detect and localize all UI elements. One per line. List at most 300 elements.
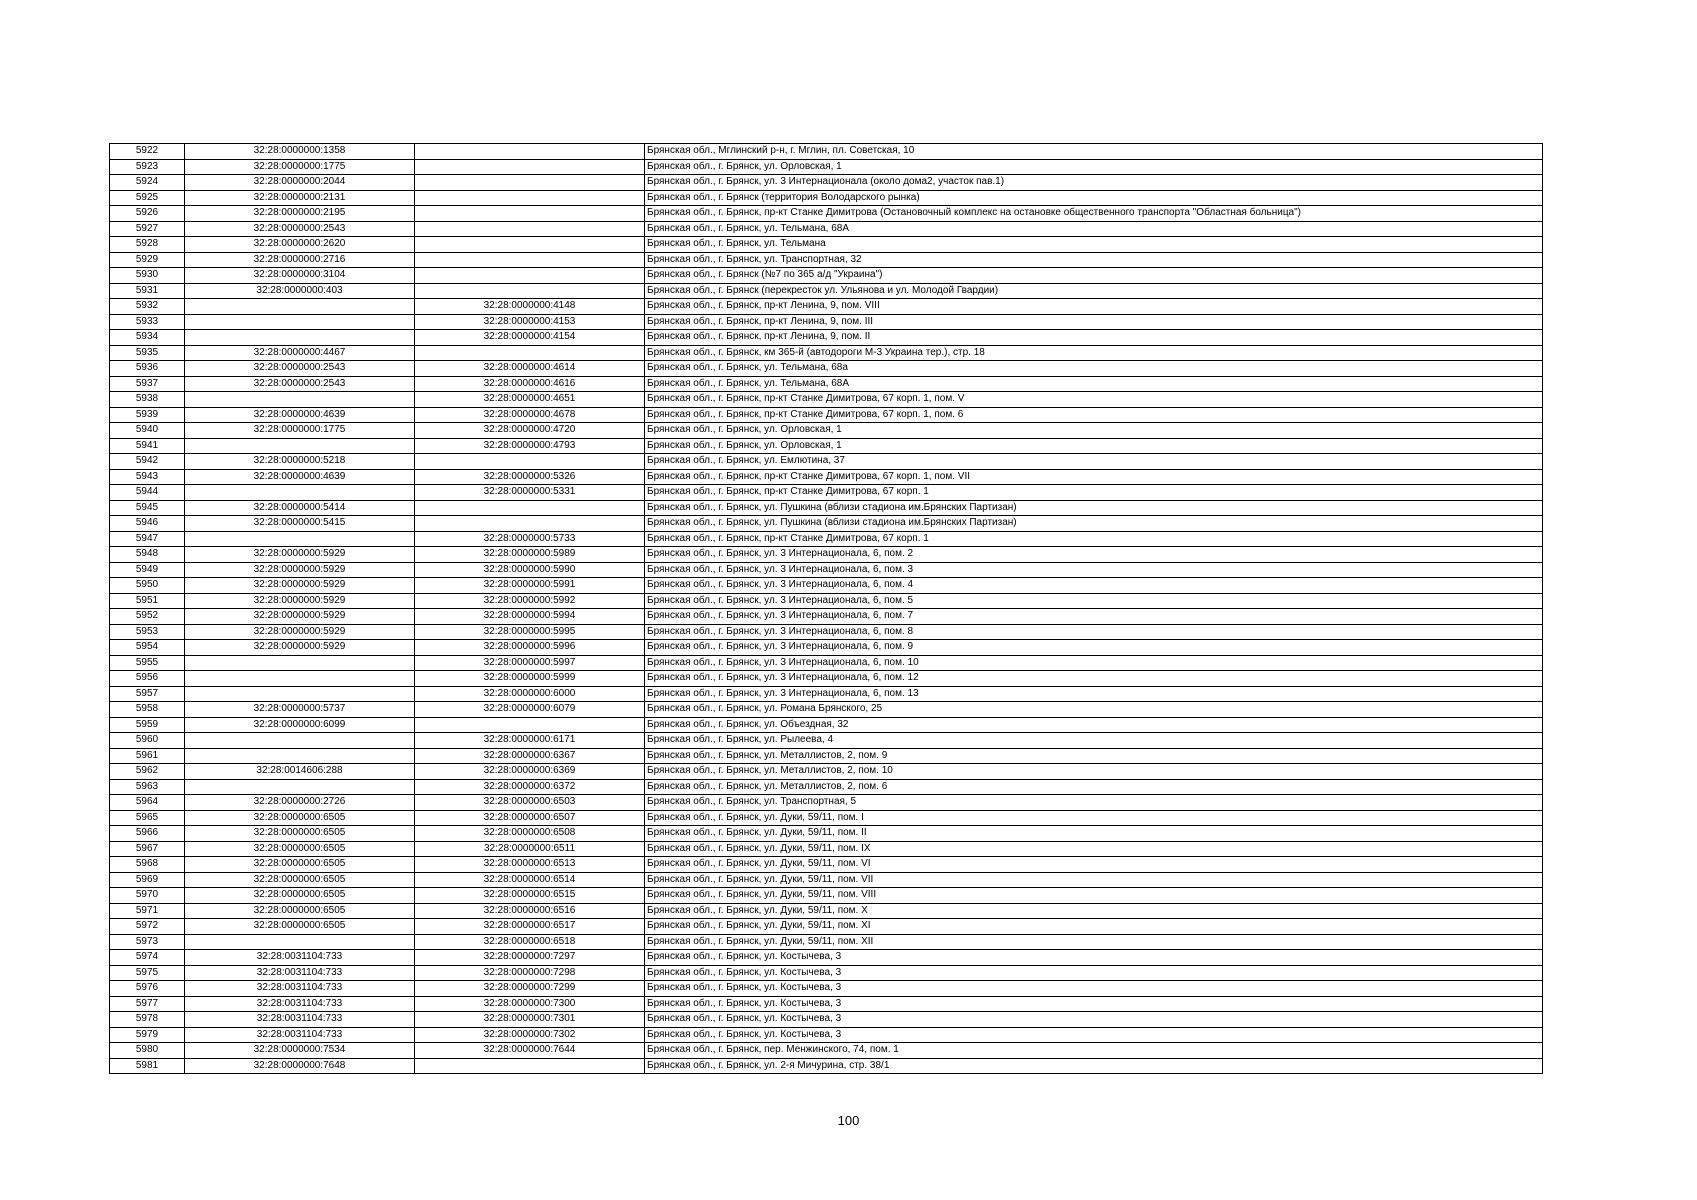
row-number-cell: 5964 [110,795,185,811]
row-number-cell: 5925 [110,190,185,206]
object-cadastral-number-cell: 32:28:0000000:4720 [415,423,645,439]
object-cadastral-number-cell: 32:28:0000000:4616 [415,376,645,392]
object-cadastral-number-cell: 32:28:0000000:4651 [415,392,645,408]
address-cell: Брянская обл., г. Брянск, пр-кт Ленина, 9, пом. III [645,314,1543,330]
address-cell: Брянская обл., г. Брянск, ул. Металлистов, 2, пом. 6 [645,779,1543,795]
cadastral-number-cell: 32:28:0000000:5929 [185,562,415,578]
row-number-cell: 5940 [110,423,185,439]
row-number-cell: 5960 [110,733,185,749]
address-cell: Брянская обл., г. Брянск, ул. Костычева, 3 [645,950,1543,966]
address-cell: Брянская обл., г. Брянск, ул. Дуки, 59/11, пом. II [645,826,1543,842]
row-number-cell: 5974 [110,950,185,966]
table-row [110,950,1543,966]
object-cadastral-number-cell: 32:28:0000000:6079 [415,702,645,718]
object-cadastral-number-cell: 32:28:0000000:5331 [415,485,645,501]
object-cadastral-number-cell [415,221,645,237]
object-cadastral-number-cell: 32:28:0000000:7300 [415,996,645,1012]
object-cadastral-number-cell [415,190,645,206]
cadastral-number-cell: 32:28:0000000:6505 [185,903,415,919]
address-cell: Брянская обл., г. Брянск, ул. Емлютина, 37 [645,454,1543,470]
object-cadastral-number-cell: 32:28:0000000:5996 [415,640,645,656]
row-number-cell: 5931 [110,283,185,299]
cadastral-number-cell: 32:28:0031104:733 [185,996,415,1012]
row-number-cell: 5969 [110,872,185,888]
cadastral-number-cell: 32:28:0000000:2620 [185,237,415,253]
row-number-cell: 5954 [110,640,185,656]
address-cell: Брянская обл., г. Брянск, ул. Костычева, 3 [645,1012,1543,1028]
table-row [110,671,1543,687]
address-cell: Брянская обл., г. Брянск, пр-кт Станке Димитрова, 67 корп. 1, пом. 6 [645,407,1543,423]
address-cell: Брянская обл., г. Брянск, ул. 3 Интернационала, 6, пом. 12 [645,671,1543,687]
object-cadastral-number-cell [415,175,645,191]
row-number-cell: 5944 [110,485,185,501]
row-number-cell: 5933 [110,314,185,330]
address-cell: Брянская обл., г. Брянск, ул. Романа Брянского, 25 [645,702,1543,718]
table-row [110,299,1543,315]
cadastral-number-cell [185,531,415,547]
cadastral-number-cell [185,655,415,671]
row-number-cell: 5938 [110,392,185,408]
cadastral-number-cell [185,671,415,687]
table-row [110,733,1543,749]
table-row [110,578,1543,594]
object-cadastral-number-cell: 32:28:0000000:6511 [415,841,645,857]
address-cell: Брянская обл., г. Брянск, ул. 3 Интернационала, 6, пом. 7 [645,609,1543,625]
cadastral-number-cell: 32:28:0000000:2726 [185,795,415,811]
table-row [110,190,1543,206]
object-cadastral-number-cell: 32:28:0000000:5326 [415,469,645,485]
object-cadastral-number-cell [415,144,645,160]
object-cadastral-number-cell: 32:28:0000000:5990 [415,562,645,578]
row-number-cell: 5975 [110,965,185,981]
table-row [110,748,1543,764]
cadastral-number-cell: 32:28:0000000:5929 [185,578,415,594]
table-row [110,206,1543,222]
row-number-cell: 5966 [110,826,185,842]
cadastral-number-cell: 32:28:0031104:733 [185,981,415,997]
object-cadastral-number-cell: 32:28:0000000:6367 [415,748,645,764]
row-number-cell: 5976 [110,981,185,997]
cadastral-number-cell: 32:28:0000000:6505 [185,872,415,888]
table-row [110,144,1543,160]
address-cell: Брянская обл., г. Брянск, км 365-й (автодороги М-3 Украина тер.), стр. 18 [645,345,1543,361]
row-number-cell: 5967 [110,841,185,857]
row-number-cell: 5977 [110,996,185,1012]
table-row [110,872,1543,888]
table-row [110,857,1543,873]
table-row [110,221,1543,237]
table-row [110,1027,1543,1043]
row-number-cell: 5947 [110,531,185,547]
table-row [110,283,1543,299]
object-cadastral-number-cell: 32:28:0000000:5997 [415,655,645,671]
object-cadastral-number-cell: 32:28:0000000:5991 [415,578,645,594]
table-row [110,965,1543,981]
row-number-cell: 5943 [110,469,185,485]
row-number-cell: 5937 [110,376,185,392]
table-row [110,717,1543,733]
address-cell: Брянская обл., г. Брянск, ул. Металлистов, 2, пом. 9 [645,748,1543,764]
row-number-cell: 5981 [110,1058,185,1074]
address-cell: Брянская обл., г. Брянск, ул. Костычева, 3 [645,1027,1543,1043]
address-cell: Брянская обл., г. Брянск, ул. Дуки, 59/11, пом. VII [645,872,1543,888]
object-cadastral-number-cell [415,454,645,470]
object-cadastral-number-cell [415,237,645,253]
cadastral-number-cell [185,314,415,330]
table-row [110,485,1543,501]
cadastral-number-cell: 32:28:0000000:5218 [185,454,415,470]
object-cadastral-number-cell [415,206,645,222]
table-row [110,1058,1543,1074]
address-cell: Брянская обл., г. Брянск, пер. Менжинского, 74, пом. 1 [645,1043,1543,1059]
object-cadastral-number-cell: 32:28:0000000:6508 [415,826,645,842]
address-cell: Брянская обл., г. Брянск, пр-кт Ленина, 9, пом. VIII [645,299,1543,315]
table-row [110,702,1543,718]
table-row [110,841,1543,857]
table-row [110,609,1543,625]
row-number-cell: 5935 [110,345,185,361]
object-cadastral-number-cell: 32:28:0000000:7301 [415,1012,645,1028]
row-number-cell: 5945 [110,500,185,516]
row-number-cell: 5956 [110,671,185,687]
row-number-cell: 5951 [110,593,185,609]
object-cadastral-number-cell: 32:28:0000000:4154 [415,330,645,346]
address-cell: Брянская обл., г. Брянск, ул. 3 Интернационала, 6, пом. 5 [645,593,1543,609]
address-cell: Брянская обл., г. Брянск, ул. Пушкина (вблизи стадиона им.Брянских Партизан) [645,500,1543,516]
cadastral-number-cell: 32:28:0000000:5414 [185,500,415,516]
row-number-cell: 5939 [110,407,185,423]
address-cell: Брянская обл., г. Брянск, ул. 3 Интернационала, 6, пом. 8 [645,624,1543,640]
address-cell: Брянская обл., г. Брянск, ул. 2-я Мичурина, стр. 38/1 [645,1058,1543,1074]
address-cell: Брянская обл., г. Брянск, ул. 3 Интернационала, 6, пом. 9 [645,640,1543,656]
address-cell: Брянская обл., г. Брянск, ул. Костычева, 3 [645,996,1543,1012]
row-number-cell: 5970 [110,888,185,904]
row-number-cell: 5973 [110,934,185,950]
cadastral-number-cell: 32:28:0000000:3104 [185,268,415,284]
cadastral-number-cell: 32:28:0031104:733 [185,965,415,981]
address-cell: Брянская обл., г. Брянск, ул. 3 Интернационала, 6, пом. 3 [645,562,1543,578]
object-cadastral-number-cell [415,283,645,299]
object-cadastral-number-cell: 32:28:0000000:4793 [415,438,645,454]
row-number-cell: 5928 [110,237,185,253]
address-cell: Брянская обл., г. Брянск, ул. Тельмана, 68А [645,221,1543,237]
address-cell: Брянская обл., г. Брянск, пр-кт Станке Димитрова, 67 корп. 1, пом. V [645,392,1543,408]
object-cadastral-number-cell [415,1058,645,1074]
address-cell: Брянская обл., г. Брянск, пр-кт Станке Димитрова (Остановочный комплекс на остановке общественного транспорта "Областная больница") [645,206,1543,222]
table-row [110,500,1543,516]
row-number-cell: 5953 [110,624,185,640]
cadastral-number-cell: 32:28:0031104:733 [185,1027,415,1043]
cadastral-number-cell: 32:28:0000000:2195 [185,206,415,222]
table-row [110,361,1543,377]
object-cadastral-number-cell: 32:28:0000000:6517 [415,919,645,935]
cadastral-number-cell: 32:28:0000000:6505 [185,888,415,904]
cadastral-number-cell: 32:28:0000000:6505 [185,857,415,873]
table-row [110,810,1543,826]
row-number-cell: 5948 [110,547,185,563]
row-number-cell: 5936 [110,361,185,377]
address-cell: Брянская обл., г. Брянск, пр-кт Станке Димитрова, 67 корп. 1 [645,485,1543,501]
row-number-cell: 5950 [110,578,185,594]
cadastral-number-cell: 32:28:0000000:403 [185,283,415,299]
address-cell: Брянская обл., г. Брянск, ул. Транспортная, 32 [645,252,1543,268]
cadastral-number-cell: 32:28:0031104:733 [185,1012,415,1028]
table-row [110,919,1543,935]
object-cadastral-number-cell: 32:28:0000000:6171 [415,733,645,749]
row-number-cell: 5962 [110,764,185,780]
table-row [110,640,1543,656]
row-number-cell: 5958 [110,702,185,718]
row-number-cell: 5972 [110,919,185,935]
address-cell: Брянская обл., г. Брянск, ул. 3 Интернационала, 6, пом. 10 [645,655,1543,671]
row-number-cell: 5927 [110,221,185,237]
cadastral-number-cell: 32:28:0000000:1358 [185,144,415,160]
row-number-cell: 5980 [110,1043,185,1059]
table-body [110,144,1543,1074]
address-cell: Брянская обл., г. Брянск, ул. Орловская, 1 [645,423,1543,439]
table-row [110,330,1543,346]
address-cell: Брянская обл., г. Брянск, ул. 3 Интернационала (около дома2, участок пав.1) [645,175,1543,191]
cadastral-number-cell: 32:28:0000000:4639 [185,469,415,485]
object-cadastral-number-cell: 32:28:0000000:4148 [415,299,645,315]
table-row [110,981,1543,997]
cadastral-number-cell: 32:28:0000000:1775 [185,159,415,175]
table-row [110,376,1543,392]
object-cadastral-number-cell: 32:28:0000000:7302 [415,1027,645,1043]
object-cadastral-number-cell: 32:28:0000000:7297 [415,950,645,966]
table-row [110,345,1543,361]
row-number-cell: 5952 [110,609,185,625]
cadastral-number-cell: 32:28:0000000:6505 [185,841,415,857]
cadastral-number-cell: 32:28:0000000:2131 [185,190,415,206]
table-row [110,996,1543,1012]
object-cadastral-number-cell: 32:28:0000000:6515 [415,888,645,904]
row-number-cell: 5942 [110,454,185,470]
row-number-cell: 5955 [110,655,185,671]
table-row [110,1043,1543,1059]
table-row [110,764,1543,780]
object-cadastral-number-cell: 32:28:0000000:6514 [415,872,645,888]
object-cadastral-number-cell [415,500,645,516]
object-cadastral-number-cell: 32:28:0000000:6369 [415,764,645,780]
address-cell: Брянская обл., г. Брянск, ул. Металлистов, 2, пом. 10 [645,764,1543,780]
object-cadastral-number-cell: 32:28:0000000:4678 [415,407,645,423]
object-cadastral-number-cell [415,252,645,268]
address-cell: Брянская обл., г. Брянск, ул. Объездная, 32 [645,717,1543,733]
object-cadastral-number-cell: 32:28:0000000:6372 [415,779,645,795]
table-row [110,454,1543,470]
cadastral-number-cell: 32:28:0000000:5929 [185,609,415,625]
address-cell: Брянская обл., г. Брянск, ул. 3 Интернационала, 6, пом. 4 [645,578,1543,594]
row-number-cell: 5959 [110,717,185,733]
address-cell: Брянская обл., г. Брянск, ул. Дуки, 59/11, пом. I [645,810,1543,826]
object-cadastral-number-cell: 32:28:0000000:7644 [415,1043,645,1059]
object-cadastral-number-cell [415,159,645,175]
table-row [110,779,1543,795]
table-row [110,934,1543,950]
object-cadastral-number-cell: 32:28:0000000:5733 [415,531,645,547]
cadastral-number-cell: 32:28:0000000:7648 [185,1058,415,1074]
address-cell: Брянская обл., г. Брянск, ул. 3 Интернационала, 6, пом. 2 [645,547,1543,563]
object-cadastral-number-cell [415,268,645,284]
cadastral-number-cell: 32:28:0000000:1775 [185,423,415,439]
cadastral-number-cell: 32:28:0000000:2543 [185,221,415,237]
cadastral-number-cell: 32:28:0014606:288 [185,764,415,780]
address-cell: Брянская обл., г. Брянск, ул. Рылеева, 4 [645,733,1543,749]
address-cell: Брянская обл., г. Брянск, ул. Дуки, 59/11, пом. X [645,903,1543,919]
row-number-cell: 5941 [110,438,185,454]
address-cell: Брянская обл., г. Брянск, пр-кт Ленина, 9, пом. II [645,330,1543,346]
cadastral-number-cell: 32:28:0031104:733 [185,950,415,966]
object-cadastral-number-cell: 32:28:0000000:7298 [415,965,645,981]
table-row [110,159,1543,175]
address-cell: Брянская обл., г. Брянск, ул. Дуки, 59/11, пом. VI [645,857,1543,873]
table-row [110,655,1543,671]
address-cell: Брянская обл., г. Брянск, ул. Костычева, 3 [645,981,1543,997]
address-cell: Брянская обл., г. Брянск, ул. Тельмана, 68а [645,361,1543,377]
row-number-cell: 5930 [110,268,185,284]
object-cadastral-number-cell: 32:28:0000000:5999 [415,671,645,687]
table-row [110,314,1543,330]
cadastral-number-cell: 32:28:0000000:7534 [185,1043,415,1059]
row-number-cell: 5968 [110,857,185,873]
object-cadastral-number-cell [415,516,645,532]
row-number-cell: 5924 [110,175,185,191]
cadastral-number-cell: 32:28:0000000:4639 [185,407,415,423]
row-number-cell: 5965 [110,810,185,826]
row-number-cell: 5957 [110,686,185,702]
address-cell: Брянская обл., г. Брянск, ул. Тельмана [645,237,1543,253]
table-row [110,407,1543,423]
address-cell: Брянская обл., г. Брянск (№7 по 365 а/д "Украина") [645,268,1543,284]
row-number-cell: 5934 [110,330,185,346]
object-cadastral-number-cell: 32:28:0000000:6518 [415,934,645,950]
page-number: 100 [837,1113,860,1128]
table-row [110,795,1543,811]
table-row [110,175,1543,191]
cadastral-number-cell: 32:28:0000000:2543 [185,361,415,377]
cadastral-number-cell [185,686,415,702]
row-number-cell: 5929 [110,252,185,268]
row-number-cell: 5978 [110,1012,185,1028]
cadastral-number-cell: 32:28:0000000:5929 [185,640,415,656]
cadastral-number-cell: 32:28:0000000:5737 [185,702,415,718]
table-row [110,237,1543,253]
cadastral-number-cell [185,299,415,315]
table-row [110,252,1543,268]
table-row [110,547,1543,563]
cadastral-number-cell: 32:28:0000000:4467 [185,345,415,361]
table-row [110,593,1543,609]
cadastral-number-cell: 32:28:0000000:5929 [185,624,415,640]
object-cadastral-number-cell: 32:28:0000000:6507 [415,810,645,826]
object-cadastral-number-cell: 32:28:0000000:6000 [415,686,645,702]
address-cell: Брянская обл., г. Брянск, ул. Транспортная, 5 [645,795,1543,811]
object-cadastral-number-cell [415,345,645,361]
cadastral-number-cell [185,934,415,950]
row-number-cell: 5963 [110,779,185,795]
row-number-cell: 5926 [110,206,185,222]
row-number-cell: 5961 [110,748,185,764]
object-cadastral-number-cell: 32:28:0000000:4153 [415,314,645,330]
table-row [110,423,1543,439]
table-row [110,1012,1543,1028]
cadastral-number-cell: 32:28:0000000:2044 [185,175,415,191]
row-number-cell: 5932 [110,299,185,315]
cadastral-number-cell [185,748,415,764]
cadastral-number-cell [185,330,415,346]
address-cell: Брянская обл., г. Брянск, ул. Орловская, 1 [645,438,1543,454]
address-cell: Брянская обл., г. Брянск, ул. Дуки, 59/11, пом. XII [645,934,1543,950]
address-cell: Брянская обл., г. Брянск (перекресток ул. Ульянова и ул. Молодой Гвардии) [645,283,1543,299]
table-row [110,268,1543,284]
table-row [110,392,1543,408]
table-row [110,624,1543,640]
cadastral-number-cell [185,485,415,501]
cadastral-number-cell: 32:28:0000000:2716 [185,252,415,268]
address-cell: Брянская обл., г. Брянск, ул. Пушкина (вблизи стадиона им.Брянских Партизан) [645,516,1543,532]
row-number-cell: 5949 [110,562,185,578]
table-row [110,516,1543,532]
address-cell: Брянская обл., г. Брянск, ул. Дуки, 59/11, пом. IX [645,841,1543,857]
table-row [110,562,1543,578]
table-row [110,531,1543,547]
table-row [110,438,1543,454]
table-row [110,888,1543,904]
cadastral-number-cell: 32:28:0000000:5929 [185,593,415,609]
table-row [110,686,1543,702]
cadastral-number-cell [185,392,415,408]
object-cadastral-number-cell: 32:28:0000000:5989 [415,547,645,563]
table-row [110,903,1543,919]
row-number-cell: 5979 [110,1027,185,1043]
object-cadastral-number-cell: 32:28:0000000:6503 [415,795,645,811]
address-cell: Брянская обл., г. Брянск, пр-кт Станке Димитрова, 67 корп. 1, пом. VII [645,469,1543,485]
cadastral-number-cell: 32:28:0000000:6505 [185,919,415,935]
address-cell: Брянская обл., г. Брянск, ул. 3 Интернационала, 6, пом. 13 [645,686,1543,702]
row-number-cell: 5923 [110,159,185,175]
cadastral-number-cell: 32:28:0000000:5415 [185,516,415,532]
cadastral-number-cell: 32:28:0000000:2543 [185,376,415,392]
object-cadastral-number-cell: 32:28:0000000:6513 [415,857,645,873]
table-row [110,826,1543,842]
cadastral-number-cell: 32:28:0000000:6099 [185,717,415,733]
cadastral-number-cell: 32:28:0000000:6505 [185,810,415,826]
cadastral-number-cell [185,779,415,795]
row-number-cell: 5922 [110,144,185,160]
cadastral-number-cell: 32:28:0000000:5929 [185,547,415,563]
address-cell: Брянская обл., г. Брянск, ул. Орловская, 1 [645,159,1543,175]
data-table [109,143,1543,1074]
address-cell: Брянская обл., г. Брянск, ул. Дуки, 59/11, пом. XI [645,919,1543,935]
object-cadastral-number-cell: 32:28:0000000:5995 [415,624,645,640]
cadastral-number-cell [185,438,415,454]
object-cadastral-number-cell: 32:28:0000000:5994 [415,609,645,625]
address-cell: Брянская обл., г. Брянск, пр-кт Станке Димитрова, 67 корп. 1 [645,531,1543,547]
row-number-cell: 5946 [110,516,185,532]
address-cell: Брянская обл., г. Брянск, ул. Тельмана, 68А [645,376,1543,392]
table-row [110,469,1543,485]
object-cadastral-number-cell: 32:28:0000000:4614 [415,361,645,377]
object-cadastral-number-cell: 32:28:0000000:6516 [415,903,645,919]
object-cadastral-number-cell [415,717,645,733]
address-cell: Брянская обл., Мглинский р-н, г. Мглин, пл. Советская, 10 [645,144,1543,160]
cadastral-number-cell [185,733,415,749]
address-cell: Брянская обл., г. Брянск, ул. Костычева, 3 [645,965,1543,981]
address-cell: Брянская обл., г. Брянск, ул. Дуки, 59/11, пом. VIII [645,888,1543,904]
object-cadastral-number-cell: 32:28:0000000:7299 [415,981,645,997]
object-cadastral-number-cell: 32:28:0000000:5992 [415,593,645,609]
